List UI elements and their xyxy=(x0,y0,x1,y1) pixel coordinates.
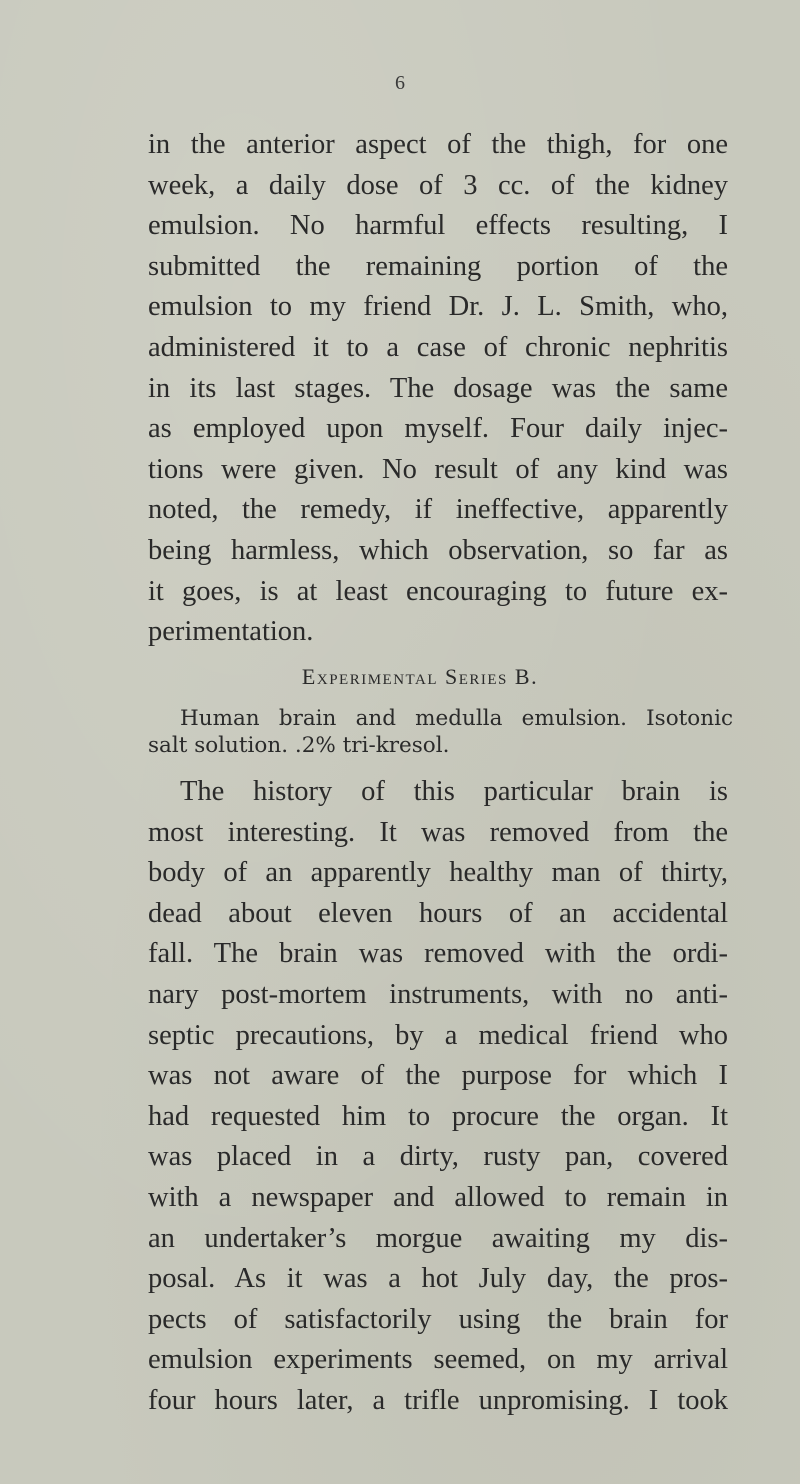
text-line: in its last stages. The dosage was the same xyxy=(148,372,728,404)
text-line: emulsion. No harmful effects resulting, I xyxy=(148,210,728,242)
text-line: tions were given. No result of any kind was xyxy=(148,453,728,485)
description-line: Human brain and medulla emulsion. Isotonic xyxy=(180,706,733,731)
text-line: as employed upon myself. Four daily injec- xyxy=(148,413,728,445)
text-line: it goes, is at least encouraging to future ex- xyxy=(148,575,728,607)
text-line: was placed in a dirty, rusty pan, covered xyxy=(148,1141,728,1173)
text-line: in the anterior aspect of the thigh, for one xyxy=(148,129,728,160)
text-line: administered it to a case of chronic nephritis xyxy=(148,331,728,363)
text-line: four hours later, a trifle unpromising. I took xyxy=(148,1384,728,1416)
text-line: most interesting. It was removed from the xyxy=(148,816,728,848)
text-line: noted, the remedy, if ineffective, apparently xyxy=(148,494,728,526)
text-line: The history of this particular brain is xyxy=(180,776,728,807)
text-line: pects of satisfactorily using the brain for xyxy=(148,1303,728,1335)
text-line: nary post-mortem instruments, with no anti- xyxy=(148,978,728,1010)
text-line: septic precautions, by a medical friend who xyxy=(148,1019,728,1051)
text-line: emulsion experiments seemed, on my arrival xyxy=(148,1344,728,1376)
page-number: 6 xyxy=(395,72,405,94)
section-heading xyxy=(0,664,800,690)
text-line: had requested him to procure the organ. It xyxy=(148,1100,728,1132)
text-line: with a newspaper and allowed to remain in xyxy=(148,1181,728,1213)
text-line: emulsion to my friend Dr. J. L. Smith, who, xyxy=(148,291,728,323)
text-line: being harmless, which observation, so far as xyxy=(148,534,728,566)
text-line: was not aware of the purpose for which I xyxy=(148,1060,728,1092)
text-line: perimentation. xyxy=(148,616,314,648)
paragraph-continued xyxy=(148,125,728,653)
paragraph-brain-history xyxy=(148,772,728,1422)
text-line: fall. The brain was removed with the ordi- xyxy=(148,938,728,970)
text-line: dead about eleven hours of an accidental xyxy=(148,897,728,929)
section-heading-text: Experimental Series B. xyxy=(301,664,539,689)
text-line: an undertaker’s morgue awaiting my dis- xyxy=(148,1222,728,1254)
description-line: salt solution. .2% tri-kresol. xyxy=(148,733,450,758)
text-line: posal. As it was a hot July day, the pros- xyxy=(148,1263,728,1295)
series-description xyxy=(148,705,733,759)
text-line: submitted the remaining portion of the xyxy=(148,250,728,282)
text-line: body of an apparently healthy man of thirty, xyxy=(148,857,728,889)
text-line: week, a daily dose of 3 cc. of the kidney xyxy=(148,169,728,201)
